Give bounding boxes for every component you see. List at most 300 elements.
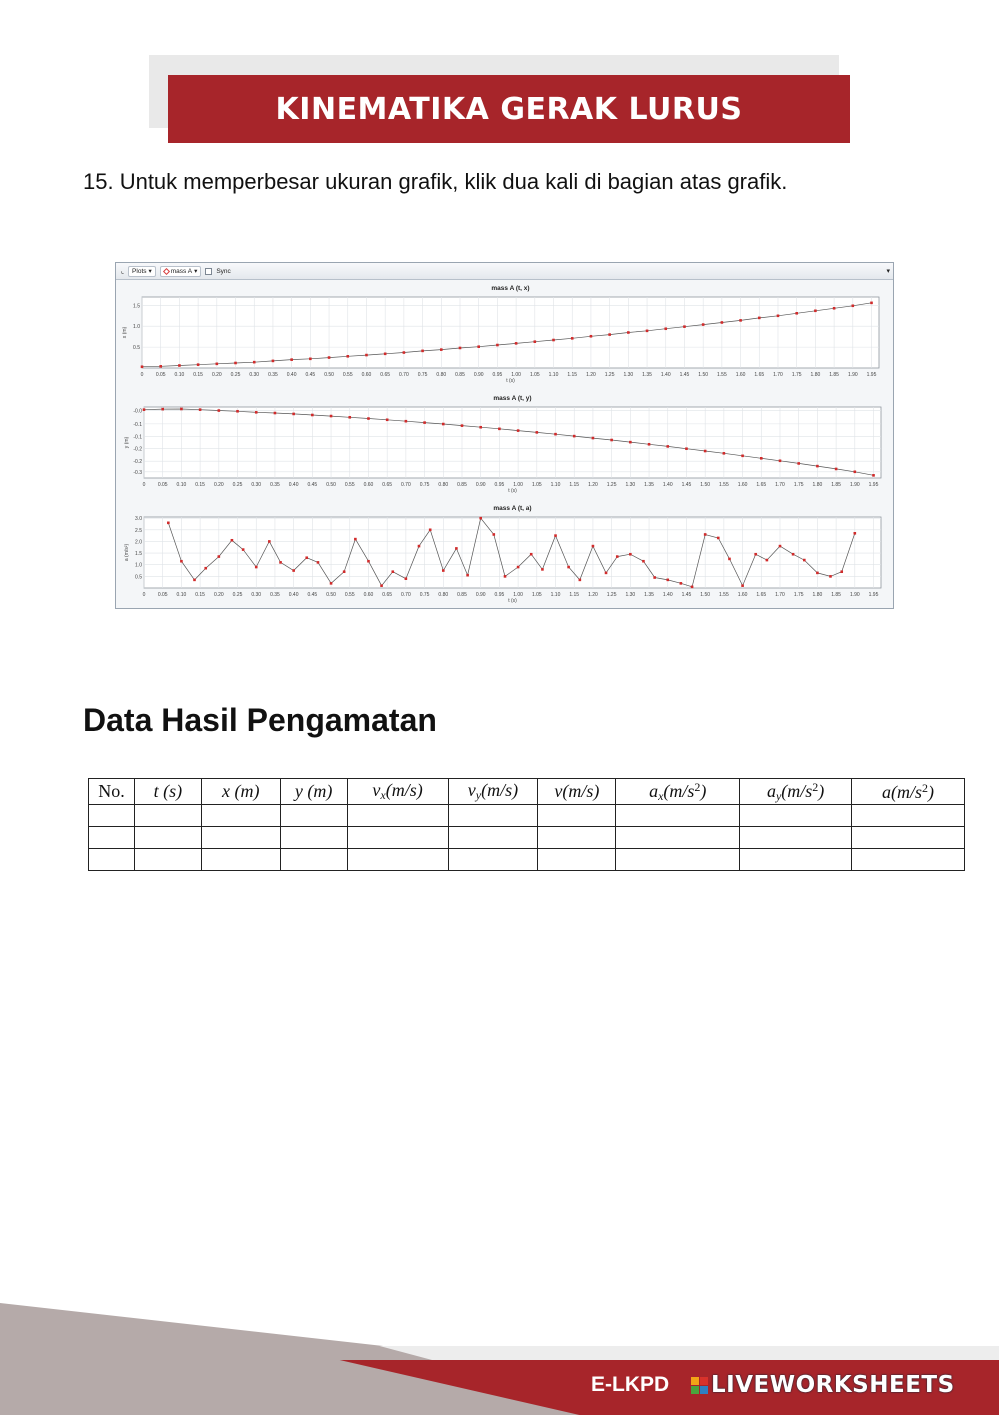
- y-tick-label: -0.2: [133, 459, 142, 466]
- data-point: [870, 302, 873, 305]
- plot-panel-3: [124, 505, 881, 604]
- table-cell-input[interactable]: [347, 849, 448, 871]
- data-point: [292, 413, 295, 416]
- data-point: [274, 412, 277, 415]
- x-tick-label: 0.30: [249, 372, 260, 378]
- x-tick-label: 1.55: [719, 482, 729, 488]
- data-point: [723, 452, 726, 455]
- data-point: [717, 537, 720, 540]
- data-point: [143, 408, 146, 411]
- x-tick-label: 1.65: [754, 372, 765, 378]
- x-tick-label: 0.40: [286, 372, 297, 378]
- data-point: [554, 534, 557, 537]
- section-title: Data Hasil Pengamatan: [83, 702, 437, 738]
- plot-area: [144, 407, 881, 478]
- x-tick-label: 1.05: [531, 592, 542, 598]
- y-tick-label: 3.0: [135, 516, 142, 523]
- y-tick-label: 1.0: [133, 324, 140, 331]
- plot-area: [142, 297, 879, 368]
- x-tick-label: 0: [140, 372, 144, 378]
- x-tick-label: 0.15: [193, 372, 203, 378]
- data-point: [792, 553, 795, 556]
- data-point: [627, 331, 630, 334]
- table-cell-input[interactable]: [616, 805, 740, 827]
- data-point: [343, 570, 346, 573]
- table-cell-input[interactable]: [201, 827, 280, 849]
- x-tick-label: 0.50: [324, 372, 334, 378]
- data-point: [829, 575, 832, 578]
- data-point: [268, 540, 271, 543]
- y-tick-label: 1.0: [135, 562, 142, 569]
- table-cell-input[interactable]: [538, 849, 616, 871]
- x-tick-label: 0.75: [419, 592, 430, 598]
- table-cell-input[interactable]: [616, 827, 740, 849]
- menu-arrow-icon[interactable]: ▾: [886, 268, 890, 275]
- header-rest-text: (m/s): [385, 780, 423, 800]
- header-main-text: t (s): [153, 781, 183, 801]
- data-point: [835, 468, 838, 471]
- x-tick-label: 1.15: [569, 482, 580, 488]
- data-point: [216, 363, 219, 366]
- data-point: [161, 408, 164, 411]
- x-tick-label: 1.65: [756, 592, 767, 598]
- data-point: [255, 411, 258, 414]
- table-header-cell: [280, 779, 347, 805]
- x-tick-label: 1.55: [719, 592, 729, 598]
- data-point: [479, 426, 482, 429]
- plot-icon: ⌞: [121, 268, 125, 275]
- data-point: [496, 344, 499, 347]
- x-tick-label: 0.10: [176, 592, 187, 598]
- data-point: [648, 443, 651, 446]
- data-point: [204, 567, 207, 570]
- table-cell-input[interactable]: [740, 849, 852, 871]
- table-header-row: [89, 779, 965, 805]
- data-point: [391, 570, 394, 573]
- data-point: [728, 558, 731, 561]
- data-point: [498, 428, 501, 431]
- data-point: [255, 566, 258, 569]
- table-header-cell: [448, 779, 538, 805]
- table-cell-input[interactable]: [538, 827, 616, 849]
- data-point: [702, 323, 705, 326]
- x-tick-label: 1.20: [586, 372, 596, 378]
- plot-area: [144, 517, 881, 588]
- x-tick-label: 0.55: [344, 592, 355, 598]
- header-subscript: x: [380, 788, 386, 802]
- x-tick-label: 1.35: [644, 592, 654, 598]
- data-point: [442, 569, 445, 572]
- data-point: [455, 547, 458, 550]
- x-tick-label: 0.55: [342, 372, 353, 378]
- data-point: [317, 561, 320, 564]
- x-tick-label: 1.70: [775, 592, 785, 598]
- x-tick-label: 0.05: [157, 592, 168, 598]
- x-tick-label: 1.70: [775, 482, 785, 488]
- x-tick-label: 1.00: [513, 482, 523, 488]
- data-point: [159, 365, 162, 368]
- data-point: [758, 317, 761, 320]
- data-point: [592, 545, 595, 548]
- data-point: [477, 345, 480, 348]
- data-point: [579, 579, 582, 582]
- x-tick-label: 0.40: [288, 592, 299, 598]
- data-point: [605, 572, 608, 575]
- y-tick-label: 1.5: [135, 551, 142, 558]
- x-tick-label: 1.95: [866, 372, 877, 378]
- y-axis-label: a (m/s²): [124, 543, 130, 562]
- x-tick-label: 1.95: [868, 482, 879, 488]
- data-point: [816, 572, 819, 575]
- x-tick-label: 0.75: [419, 482, 430, 488]
- data-point: [517, 566, 520, 569]
- table-header-cell: [538, 779, 616, 805]
- header-subscript: x: [658, 788, 664, 803]
- header-main-text: y (m): [294, 781, 333, 801]
- x-tick-label: 1.10: [550, 482, 561, 488]
- table-row: [89, 805, 965, 827]
- data-point: [779, 459, 782, 462]
- header-main-text: a(m/s: [882, 781, 923, 802]
- data-point: [680, 582, 683, 585]
- table-cell-input[interactable]: [134, 805, 201, 827]
- table-header-cell: [740, 779, 852, 805]
- data-point: [403, 351, 406, 354]
- data-point: [803, 559, 806, 562]
- x-tick-label: 0.50: [326, 592, 336, 598]
- x-tick-label: 1.50: [700, 592, 711, 598]
- table-cell-input[interactable]: [89, 849, 135, 871]
- table-header-cell: [852, 779, 965, 805]
- plots-dropdown[interactable]: [128, 266, 156, 277]
- x-tick-label: 0.90: [475, 482, 486, 488]
- x-tick-label: 1.05: [529, 372, 540, 378]
- data-point: [178, 364, 181, 367]
- x-tick-label: 1.05: [531, 482, 542, 488]
- x-tick-label: 1.85: [831, 482, 841, 488]
- table-cell-input[interactable]: [538, 805, 616, 827]
- data-point: [466, 574, 469, 577]
- liveworksheets-logo[interactable]: [691, 1372, 955, 1398]
- x-tick-label: 0.60: [363, 482, 374, 488]
- header-close-paren: ): [928, 781, 935, 802]
- x-tick-label: 1.50: [700, 482, 711, 488]
- data-point: [541, 568, 544, 571]
- table-cell-input[interactable]: [201, 805, 280, 827]
- plot-panel-1: [122, 285, 879, 384]
- x-tick-label: 1.45: [679, 372, 690, 378]
- data-point: [197, 363, 200, 366]
- data-point: [418, 545, 421, 548]
- plots-label: Plots: [132, 267, 147, 275]
- table-cell-input[interactable]: [347, 827, 448, 849]
- data-point: [380, 584, 383, 587]
- data-point: [814, 309, 817, 312]
- data-point: [492, 533, 495, 536]
- data-point: [367, 560, 370, 563]
- data-point: [760, 457, 763, 460]
- data-point: [517, 429, 520, 432]
- x-tick-label: 1.75: [791, 372, 802, 378]
- data-point: [530, 553, 533, 556]
- y-tick-label: -0.0: [133, 408, 142, 415]
- x-tick-label: 0.75: [417, 372, 428, 378]
- y-tick-label: 2.0: [135, 539, 142, 546]
- x-tick-label: 0: [142, 482, 146, 488]
- table-cell-input[interactable]: [852, 805, 965, 827]
- data-point: [739, 319, 742, 322]
- x-tick-label: 1.50: [698, 372, 709, 378]
- data-point: [741, 584, 744, 587]
- data-point: [534, 340, 537, 343]
- y-axis-label: y (m): [124, 436, 130, 449]
- x-tick-label: 1.85: [831, 592, 841, 598]
- x-tick-label: 1.20: [588, 482, 598, 488]
- table-header-cell: [347, 779, 448, 805]
- series-dropdown[interactable]: [160, 266, 202, 277]
- x-tick-label: 0.10: [176, 482, 187, 488]
- y-axis-label: x (m): [122, 326, 128, 339]
- x-tick-label: 0.20: [213, 482, 224, 488]
- data-point: [421, 350, 424, 353]
- x-tick-label: 1.85: [829, 372, 839, 378]
- data-point: [346, 355, 349, 358]
- x-tick-label: 0.45: [307, 592, 318, 598]
- data-point: [440, 348, 443, 351]
- data-point: [386, 418, 389, 421]
- x-tick-label: 0.25: [232, 482, 243, 488]
- x-tick-label: 0.65: [382, 482, 393, 488]
- table-cell-input[interactable]: [134, 827, 201, 849]
- data-point: [290, 358, 293, 361]
- x-tick-label: 0.05: [157, 482, 168, 488]
- table-cell-input[interactable]: [616, 849, 740, 871]
- x-axis-label: t (s): [508, 598, 517, 604]
- data-point: [766, 559, 769, 562]
- data-point: [816, 465, 819, 468]
- x-tick-label: 0.95: [494, 482, 505, 488]
- x-tick-label: 1.90: [849, 482, 860, 488]
- y-tick-label: -0.2: [133, 446, 142, 453]
- data-point: [797, 462, 800, 465]
- table-cell-input[interactable]: [852, 827, 965, 849]
- x-tick-label: 1.80: [812, 592, 823, 598]
- data-point: [646, 330, 649, 333]
- header-rest-text: (m/s: [663, 780, 695, 801]
- x-tick-label: 1.70: [773, 372, 783, 378]
- data-point: [536, 431, 539, 434]
- data-point: [642, 560, 645, 563]
- x-tick-label: 1.35: [642, 372, 652, 378]
- data-point: [573, 435, 576, 438]
- x-tick-label: 0.95: [492, 372, 503, 378]
- y-tick-label: -0.3: [133, 469, 142, 476]
- header-rest-text: (m/s): [481, 780, 519, 800]
- data-point: [461, 424, 464, 427]
- data-point: [218, 555, 221, 558]
- data-point: [666, 579, 669, 582]
- data-point: [311, 414, 314, 417]
- x-tick-label: 1.60: [735, 372, 746, 378]
- sync-checkbox[interactable]: [205, 268, 212, 275]
- header-subscript: y: [475, 788, 482, 802]
- header-banner: [168, 75, 850, 143]
- y-tick-label: 0.5: [135, 574, 142, 581]
- data-point: [309, 358, 312, 361]
- y-tick-label: 1.5: [133, 303, 140, 310]
- data-point: [242, 548, 245, 551]
- table-header-cell: [616, 779, 740, 805]
- x-tick-label: 0.35: [268, 372, 278, 378]
- data-point: [554, 433, 557, 436]
- x-tick-label: 1.60: [737, 482, 748, 488]
- data-point: [590, 335, 593, 338]
- header-main-text: v: [372, 780, 381, 800]
- data-point: [218, 409, 221, 412]
- data-point: [616, 555, 619, 558]
- table-cell-input[interactable]: [448, 805, 538, 827]
- data-point: [429, 529, 432, 532]
- data-point: [199, 408, 202, 411]
- data-point: [691, 586, 694, 589]
- x-tick-label: 0.85: [457, 592, 467, 598]
- table-cell-input[interactable]: [89, 827, 135, 849]
- x-tick-label: 1.30: [623, 372, 634, 378]
- table-cell-input[interactable]: [347, 805, 448, 827]
- x-tick-label: 0.30: [251, 482, 262, 488]
- x-tick-label: 0.90: [475, 592, 486, 598]
- data-point: [854, 470, 857, 473]
- x-tick-label: 1.15: [567, 372, 578, 378]
- header-close-paren: ): [700, 780, 707, 801]
- simulation-plot-window[interactable]: [115, 262, 894, 609]
- x-tick-label: 1.20: [588, 592, 598, 598]
- data-point: [167, 522, 170, 525]
- data-point: [330, 415, 333, 418]
- header-main-text: No.: [98, 781, 125, 801]
- x-tick-label: 0.70: [399, 372, 409, 378]
- data-point: [685, 447, 688, 450]
- table-header-cell: [89, 779, 135, 805]
- x-tick-label: 0.90: [473, 372, 484, 378]
- x-tick-label: 0.35: [270, 592, 280, 598]
- data-point: [608, 333, 611, 336]
- data-point: [567, 566, 570, 569]
- series-label: mass A: [170, 267, 193, 275]
- x-tick-label: 1.10: [548, 372, 559, 378]
- x-tick-label: 1.30: [625, 482, 636, 488]
- data-point: [423, 421, 426, 424]
- x-tick-label: 0.50: [326, 482, 336, 488]
- header-main-text: x (m): [222, 781, 260, 801]
- table-cell-input[interactable]: [89, 805, 135, 827]
- table-cell-input[interactable]: [740, 827, 852, 849]
- x-tick-label: 0.15: [195, 482, 205, 488]
- x-tick-label: 0.15: [195, 592, 205, 598]
- x-tick-label: 1.15: [569, 592, 580, 598]
- table-cell-input[interactable]: [201, 849, 280, 871]
- header-rest-text: (m/s: [781, 780, 813, 801]
- table-cell-input[interactable]: [852, 849, 965, 871]
- x-tick-label: 1.60: [737, 592, 748, 598]
- x-tick-label: 0.65: [382, 592, 393, 598]
- x-tick-label: 1.95: [868, 592, 879, 598]
- data-point: [741, 455, 744, 458]
- table-cell-input[interactable]: [740, 805, 852, 827]
- x-tick-label: 0.30: [251, 592, 262, 598]
- data-point: [704, 450, 707, 453]
- x-tick-label: 0.05: [155, 372, 166, 378]
- data-point: [384, 353, 387, 356]
- x-tick-label: 0.25: [232, 592, 243, 598]
- data-point: [629, 441, 632, 444]
- data-point: [872, 474, 875, 477]
- x-tick-label: 0.95: [494, 592, 505, 598]
- x-tick-label: 0: [142, 592, 146, 598]
- x-tick-label: 0.55: [344, 482, 355, 488]
- table-cell-input[interactable]: [448, 849, 538, 871]
- header-superscript: 2: [812, 779, 819, 794]
- data-point: [754, 553, 757, 556]
- x-tick-label: 1.40: [662, 592, 673, 598]
- data-point: [854, 532, 857, 535]
- table-cell-input[interactable]: [280, 805, 347, 827]
- data-point: [367, 417, 370, 420]
- data-point: [405, 420, 408, 423]
- header-close-paren: ): [818, 780, 825, 801]
- data-point: [292, 569, 295, 572]
- table-row: [89, 827, 965, 849]
- data-point: [180, 408, 183, 411]
- data-point: [515, 342, 518, 345]
- y-tick-label: -0.1: [133, 421, 142, 428]
- x-tick-label: 1.00: [513, 592, 523, 598]
- x-axis-label: t (s): [506, 378, 515, 384]
- header-main-text: a: [649, 780, 659, 801]
- page-title: KINEMATIKA GERAK LURUS: [275, 91, 743, 127]
- x-tick-label: 0.65: [380, 372, 391, 378]
- x-tick-label: 1.35: [644, 482, 654, 488]
- table-cell-input[interactable]: [280, 849, 347, 871]
- data-point: [253, 361, 256, 364]
- table-cell-input[interactable]: [448, 827, 538, 849]
- sync-label: Sync: [216, 267, 231, 275]
- data-point: [141, 365, 144, 368]
- data-point: [479, 517, 482, 520]
- footer-text: E-LKPD: [591, 1373, 670, 1396]
- table-cell-input[interactable]: [134, 849, 201, 871]
- x-tick-label: 1.00: [511, 372, 521, 378]
- x-tick-label: 0.80: [438, 592, 449, 598]
- data-point: [721, 321, 724, 324]
- x-tick-label: 0.25: [230, 372, 241, 378]
- x-tick-label: 1.90: [847, 372, 858, 378]
- y-tick-label: -0.1: [133, 434, 142, 441]
- data-point: [180, 560, 183, 563]
- x-tick-label: 1.75: [793, 482, 804, 488]
- table-header-cell: [201, 779, 280, 805]
- table-cell-input[interactable]: [280, 827, 347, 849]
- x-tick-label: 1.90: [849, 592, 860, 598]
- data-point: [272, 360, 275, 363]
- x-tick-label: 0.60: [363, 592, 374, 598]
- header-main-text: v: [467, 780, 476, 800]
- logo-text: LIVEWORKSHEETS: [711, 1372, 955, 1398]
- data-point: [328, 356, 331, 359]
- x-tick-label: 1.45: [681, 482, 692, 488]
- series-marker-icon: [163, 267, 170, 274]
- plots-svg: [116, 280, 893, 608]
